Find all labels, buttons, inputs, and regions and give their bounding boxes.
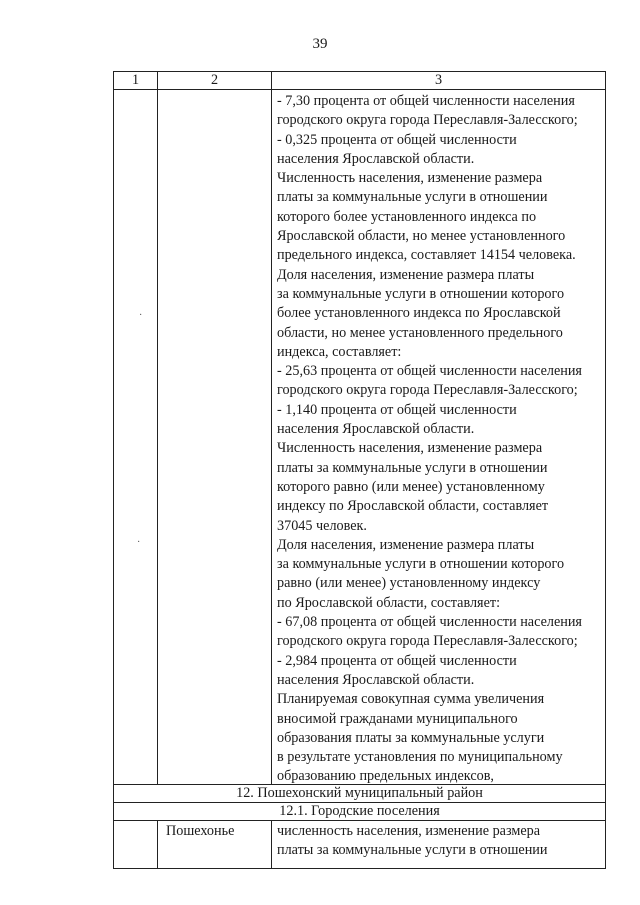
text-line: Доля населения, изменение размера платы [277,536,535,553]
text-line: - 25,63 процента от общей численности населения [277,363,582,380]
text-line: в результате установления по муниципальному [277,749,563,766]
settlement-description [272,821,605,860]
header-col-1: 1 [114,72,158,90]
text-line: образованию предельных индексов, [277,768,494,784]
text-line: - 7,30 процента от общей численности населения [277,93,575,109]
header-col-3: 3 [272,72,606,90]
document-table [113,71,606,869]
text-line: Ярославской области, но менее установленного [277,228,566,245]
section-title: 12. Пошехонский муниципальный район [114,785,606,803]
text-line: которого более установленного индекса по [277,208,537,225]
text-line: индекса, составляет: [277,343,402,360]
text-line: населения Ярославской области. [277,150,475,167]
cell-col-3 [272,90,606,785]
settlement-name-text: Пошехонье [166,823,235,839]
table-row-poshekhonye [114,821,606,869]
text-line: по Ярославской области, составляет: [277,594,501,611]
cell-col-3 [272,821,606,869]
table-row-main [114,90,606,785]
cell-col-1 [114,90,158,785]
header-col-2: 2 [158,72,272,90]
text-line: платы за коммунальные услуги в отношении [277,459,548,476]
text-line: Численность населения, изменение размера [277,440,543,457]
text-line: Численность населения, изменение размера [277,170,543,187]
text-line: городского округа города Переславля-Залесского; [277,382,578,399]
table-header-row [114,72,606,90]
text-line: - 0,325 процента от общей численности [277,131,517,148]
text-line: платы за коммунальные услуги в отношении [277,842,548,858]
scan-speck: · [139,310,143,321]
text-line: - 1,140 процента от общей численности [277,401,517,418]
cell-col-1 [114,821,158,869]
cell-col-2 [158,90,272,785]
text-line: городского округа города Переславля-Залесского; [277,112,578,129]
text-line: Планируемая совокупная сумма увеличения [277,691,545,708]
subsection-row [114,803,606,821]
main-cell-text [272,90,605,784]
page-number: 39 [312,36,328,52]
text-line: - 67,08 процента от общей численности населения [277,614,582,631]
text-line: за коммунальные услуги в отношении которого [277,556,565,573]
text-line: Доля населения, изменение размера платы [277,266,535,283]
text-line: равно (или менее) установленному индексу [277,575,541,592]
text-line: образования платы за коммунальные услуги [277,729,545,746]
text-line: предельного индекса, составляет 14154 человека. [277,247,576,264]
text-line: которого равно (или менее) установленному [277,478,545,495]
text-line: за коммунальные услуги в отношении которого [277,285,565,302]
scan-speck: · [137,537,141,548]
text-line: области, но менее установленного предельного [277,324,563,341]
text-line: численность населения, изменение размера [277,823,541,839]
subsection-title: 12.1. Городские поселения [114,803,606,821]
text-line: населения Ярославской области. [277,421,475,438]
section-row [114,785,606,803]
text-line: более установленного индекса по Ярославской [277,305,561,322]
text-line: - 2,984 процента от общей численности [277,652,517,669]
text-line: платы за коммунальные услуги в отношении [277,189,548,206]
text-line: населения Ярославской области. [277,671,475,688]
text-line: 37045 человек. [277,517,367,534]
settlement-name [158,821,272,869]
text-line: вносимой гражданами муниципального [277,710,518,727]
text-line: индексу по Ярославской области, составляет [277,498,549,515]
text-line: городского округа города Переславля-Залесского; [277,633,578,650]
